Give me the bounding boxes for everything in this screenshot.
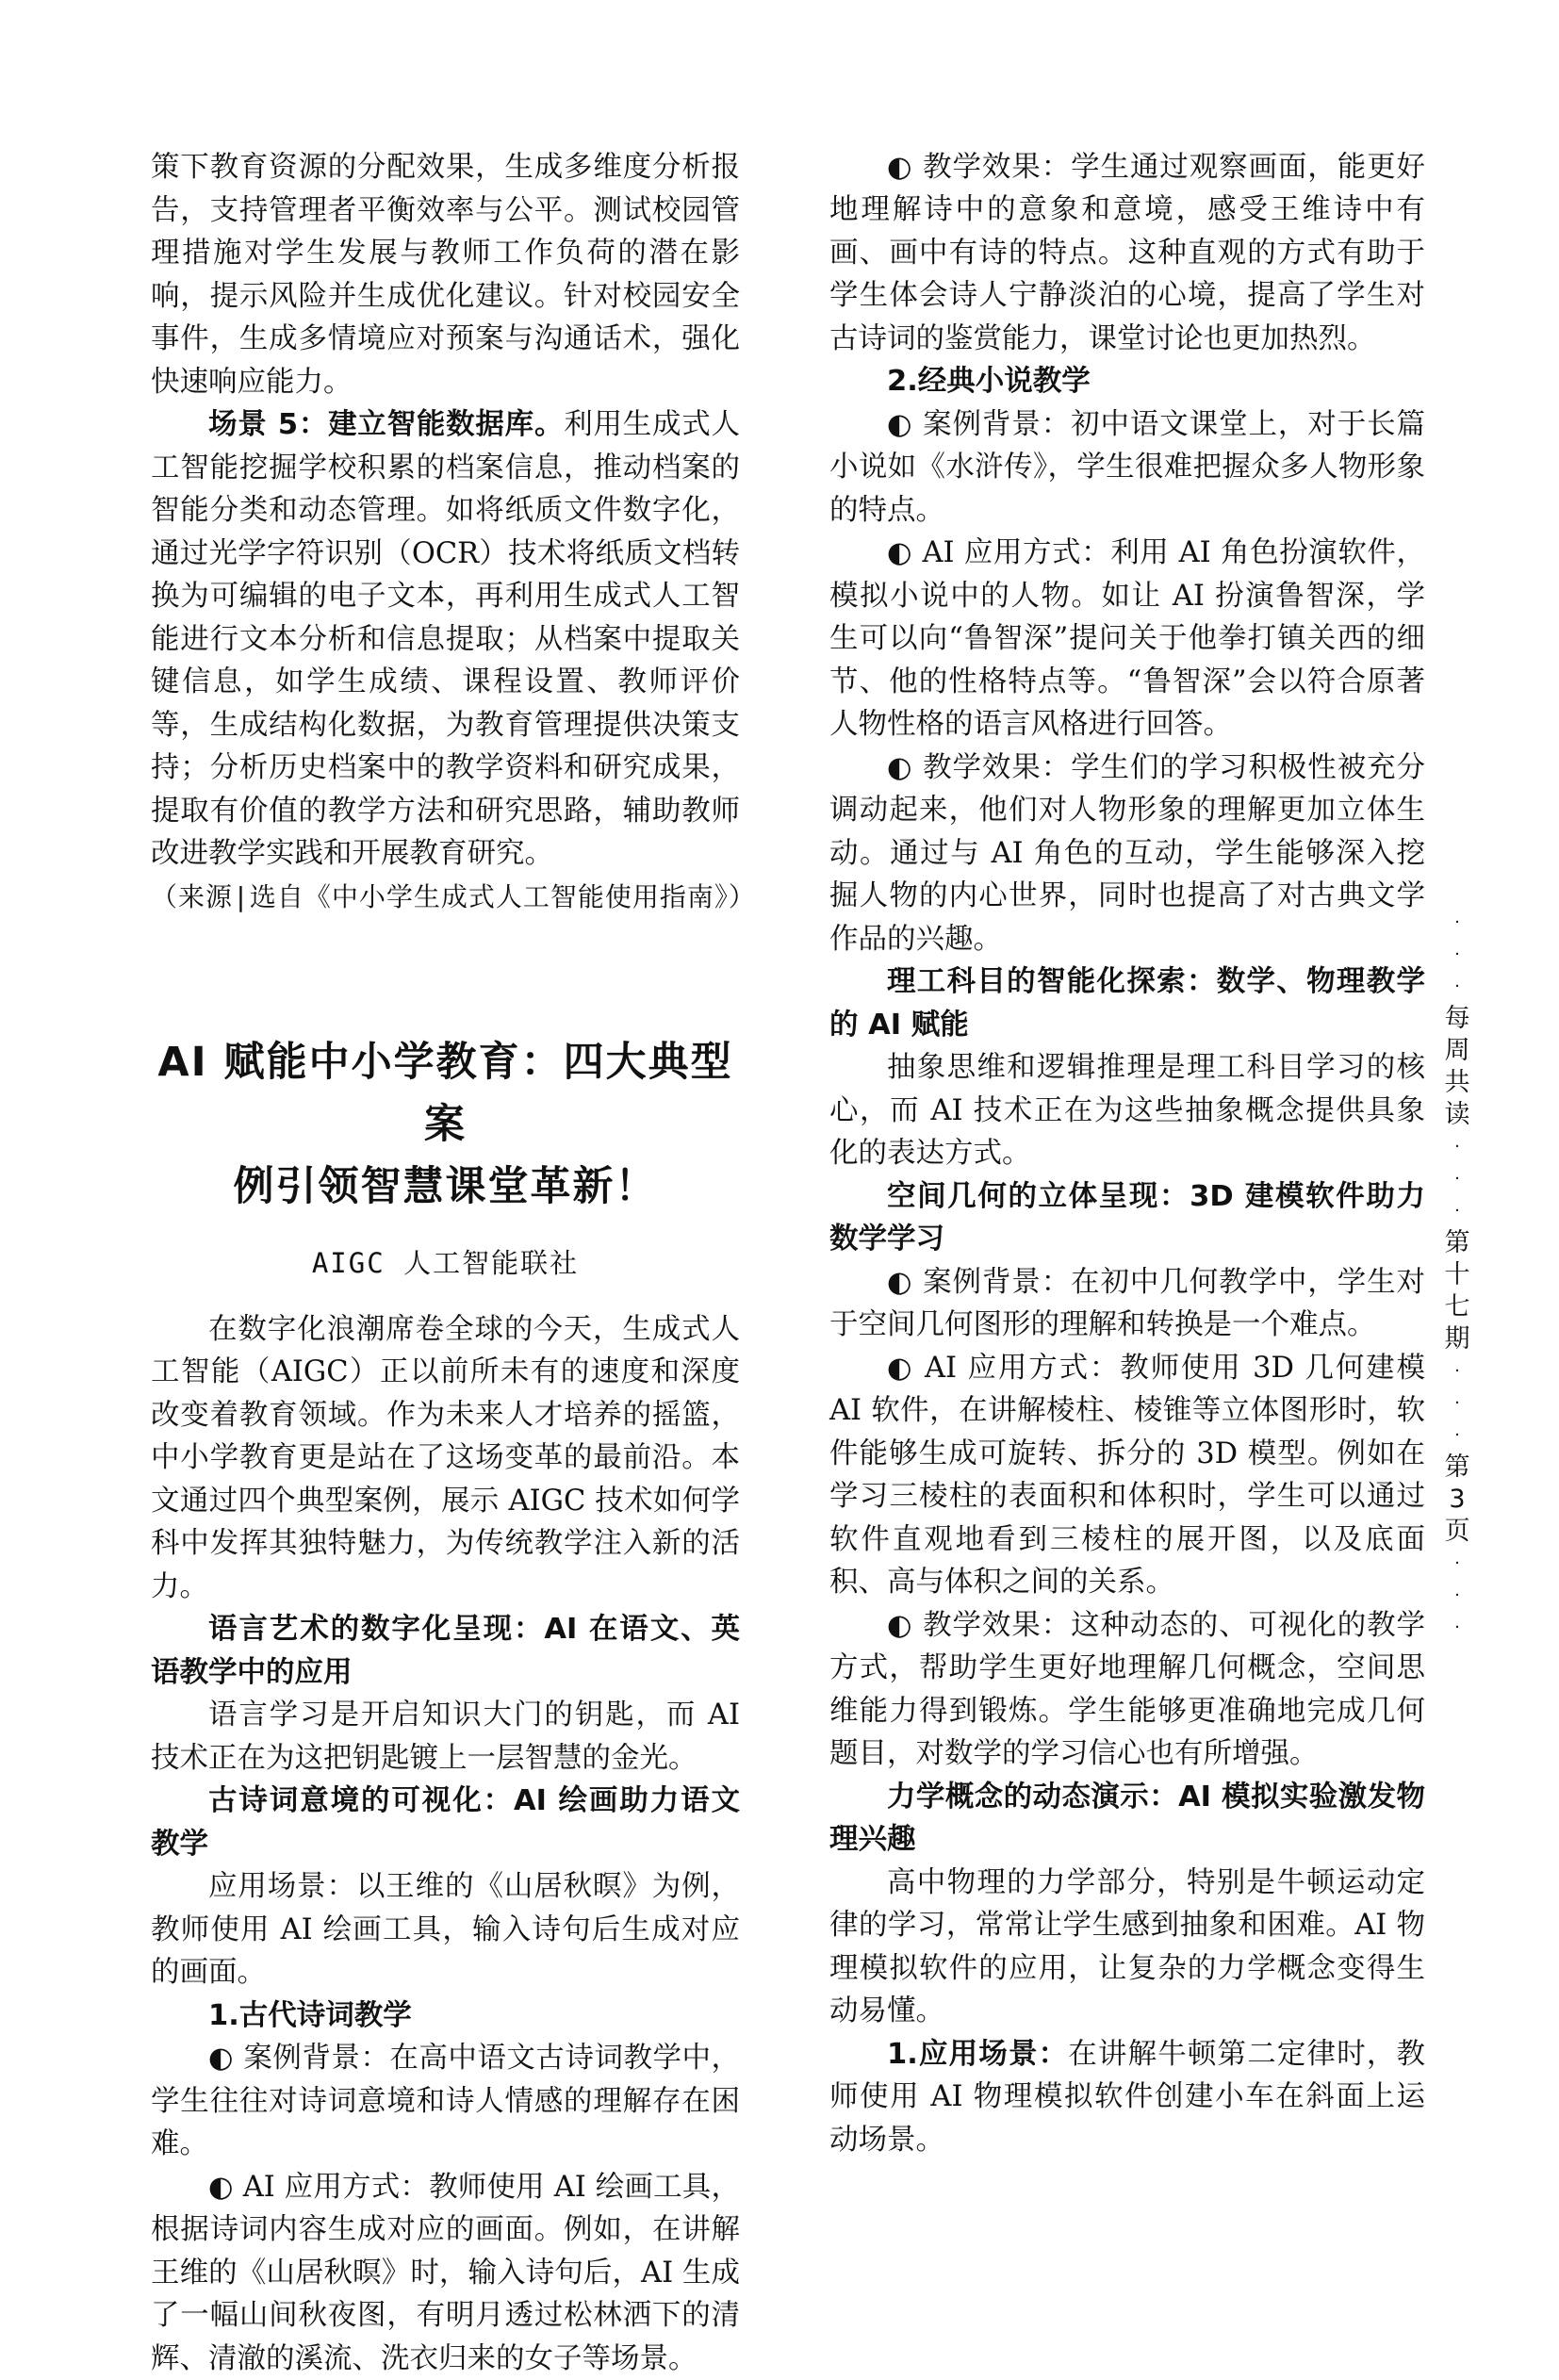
paragraph-scene-5 bbox=[151, 403, 740, 876]
scene-5-text: 利用生成式人工智能挖掘学校积累的档案信息，推动档案的智能分类和动态管理。如将纸质文件数字化，通过光学字符识别（OCR）技术将纸质文档转换为可编辑的电子文本，再利用生成式人工智能进行文本分析和信息提取；从档案中提取关键信息，如学生成绩、课程设置、教师评价等，生成结构化数据，为教育管理提供决策支持；分析历史档案中的教学资料和研究成果，提取有价值的教学方法和研究思路，辅助教师改进教学实践和开展教育研究。 bbox=[151, 408, 740, 870]
sidebar-char: · bbox=[1444, 1131, 1470, 1163]
sidebar-char: 七 bbox=[1444, 1291, 1470, 1323]
sidebar-char: 页 bbox=[1444, 1516, 1470, 1548]
sidebar-char: 周 bbox=[1444, 1035, 1470, 1067]
poetry-ai-method: ◐ AI 应用方式：教师使用 AI 绘画工具，根据诗词内容生成对应的画面。例如，在讲解王维的《山居秋暝》时，输入诗句后，AI 生成了一幅山间秋夜图，有明月透过松林洒下的清辉、清澈的溪流、洗衣归来的女子等场景。 bbox=[151, 2166, 740, 2380]
paragraph-continued: 策下教育资源的分配效果，生成多维度分析报告，支持管理者平衡效率与公平。测试校园管理措施对学生发展与教师工作负荷的潜在影响，提示风险并生成优化建议。针对校园安全事件，生成多情境应对预案与沟通话术，强化快速响应能力。 bbox=[151, 146, 740, 403]
article-title-line-1: AI 赋能中小学教育：四大典型案 bbox=[157, 1039, 732, 1148]
sidebar-char: 期 bbox=[1444, 1323, 1470, 1355]
sidebar-char: 第 bbox=[1444, 1227, 1470, 1259]
sidebar-char: 3 bbox=[1444, 1484, 1470, 1516]
poetry-background: ◐ 案例背景：在高中语文古诗词教学中，学生往往对诗词意境和诗人情感的理解存在困难。 bbox=[151, 2037, 740, 2166]
heading-poetry: 古诗词意境的可视化：AI 绘画助力语文教学 bbox=[151, 1780, 740, 1865]
geometry-effect: ◐ 教学效果：这种动态的、可视化的教学方式，帮助学生更好地理解几何概念，空间思维能力得到锻炼。学生能够更准确地完成几何题目，对数学的学习信心也有所增强。 bbox=[829, 1604, 1425, 1776]
novel-ai-method: ◐ AI 应用方式：利用 AI 角色扮演软件，模拟小说中的人物。如让 AI 扮演鲁智深，学生可以向“鲁智深”提问关于他拳打镇关西的细节、他的性格特点等。“鲁智深”会以符合原著人物性格的语言风格进行回答。 bbox=[829, 532, 1425, 747]
left-column bbox=[151, 146, 740, 2380]
heading-ancient-poetry: 1.古代诗词教学 bbox=[151, 1994, 740, 2038]
sidebar-char: 第 bbox=[1444, 1452, 1470, 1484]
paragraph-language: 语言学习是开启知识大门的钥匙，而 AI 技术正在为这把钥匙镀上一层智慧的金光。 bbox=[151, 1694, 740, 1780]
physics-application-lead: 1.应用场景： bbox=[887, 2038, 1068, 2071]
novel-effect: ◐ 教学效果：学生们的学习积极性被充分调动起来，他们对人物形象的理解更加立体生动。通过与 AI 角色的互动，学生能够深入挖掘人物的内心世界，同时也提高了对古典文学作品的兴趣。 bbox=[829, 747, 1425, 961]
sidebar-char: · bbox=[1444, 1612, 1470, 1644]
poetry-effect: ◐ 教学效果：学生通过观察画面，能更好地理解诗中的意象和意境，感受王维诗中有画、画中有诗的特点。这种直观的方式有助于学生体会诗人宁静淡泊的心境，提高了学生对古诗词的鉴赏能力，课堂讨论也更加热烈。 bbox=[829, 146, 1425, 361]
sidebar-char: · bbox=[1444, 971, 1470, 1003]
sidebar-char: 读 bbox=[1444, 1099, 1470, 1131]
sidebar-label bbox=[1444, 907, 1470, 1644]
article-title-line-2: 例引领智慧课堂革新！ bbox=[234, 1163, 658, 1210]
physics-application bbox=[829, 2033, 1425, 2162]
paragraph-physics: 高中物理的力学部分，特别是牛顿运动定律的学习，常常让学生感到抽象和困难。AI 物理模拟软件的应用，让复杂的力学概念变得生动易懂。 bbox=[829, 1862, 1425, 2033]
paragraph-scene: 应用场景：以王维的《山居秋暝》为例，教师使用 AI 绘画工具，输入诗句后生成对应的画面。 bbox=[151, 1865, 740, 1994]
heading-physics: 力学概念的动态演示：AI 模拟实验激发物理兴趣 bbox=[829, 1776, 1425, 1862]
sidebar-char: · bbox=[1444, 907, 1470, 939]
sidebar-char: · bbox=[1444, 1420, 1470, 1452]
physics-application-text: 在讲解牛顿第二定律时，教师使用 AI 物理模拟软件创建小车在斜面上运动场景。 bbox=[829, 2038, 1425, 2157]
right-column bbox=[829, 103, 1425, 2161]
geometry-ai-method: ◐ AI 应用方式：教师使用 3D 几何建模 AI 软件，在讲解棱柱、棱锥等立体图形时，软件能够生成可旋转、拆分的 3D 模型。例如在学习三棱柱的表面积和体积时，学生可以通过软件直观地看到三棱柱的展开图，以及底面积、高与体积之间的关系。 bbox=[829, 1347, 1425, 1604]
intro-paragraph: 在数字化浪潮席卷全球的今天，生成式人工智能（AIGC）正以前所未有的速度和深度改变着教育领域。作为未来人才培养的摇篮，中小学教育更是站在了这场变革的最前沿。本文通过四个典型案例，展示 AIGC 技术如何学科中发挥其独特魅力，为传统教学注入新的活力。 bbox=[151, 1308, 740, 1609]
article-author: AIGC 人工智能联社 bbox=[151, 1242, 740, 1286]
sidebar-char: · bbox=[1444, 1195, 1470, 1227]
heading-geometry: 空间几何的立体呈现：3D 建模软件助力数学学习 bbox=[829, 1175, 1425, 1261]
heading-novel: 2.经典小说教学 bbox=[829, 360, 1425, 403]
heading-language: 语言艺术的数字化呈现：AI 在语文、英语教学中的应用 bbox=[151, 1608, 740, 1694]
sidebar-char: 十 bbox=[1444, 1259, 1470, 1291]
article-title bbox=[151, 1031, 740, 1218]
heading-science: 理工科目的智能化探索：数学、物理教学的 AI 赋能 bbox=[829, 960, 1425, 1046]
sidebar-char: · bbox=[1444, 939, 1470, 971]
sidebar-char: · bbox=[1444, 1580, 1470, 1612]
sidebar-char: · bbox=[1444, 1355, 1470, 1387]
sidebar-char: 每 bbox=[1444, 1003, 1470, 1035]
novel-background: ◐ 案例背景：初中语文课堂上，对于长篇小说如《水浒传》，学生很难把握众多人物形象的特点。 bbox=[829, 403, 1425, 533]
sidebar-char: 共 bbox=[1444, 1067, 1470, 1099]
sidebar-char: · bbox=[1444, 1548, 1470, 1580]
paragraph-science: 抽象思维和逻辑推理是理工科目学习的核心，而 AI 技术正在为这些抽象概念提供具象化的表达方式。 bbox=[829, 1046, 1425, 1175]
sidebar-char: · bbox=[1444, 1387, 1470, 1420]
geometry-background: ◐ 案例背景：在初中几何教学中，学生对于空间几何图形的理解和转换是一个难点。 bbox=[829, 1261, 1425, 1347]
sidebar-char: · bbox=[1444, 1163, 1470, 1195]
scene-5-lead: 场景 5：建立智能数据库。 bbox=[208, 408, 564, 441]
source-note: （来源|选自《中小学生成式人工智能使用指南》） bbox=[151, 876, 740, 919]
